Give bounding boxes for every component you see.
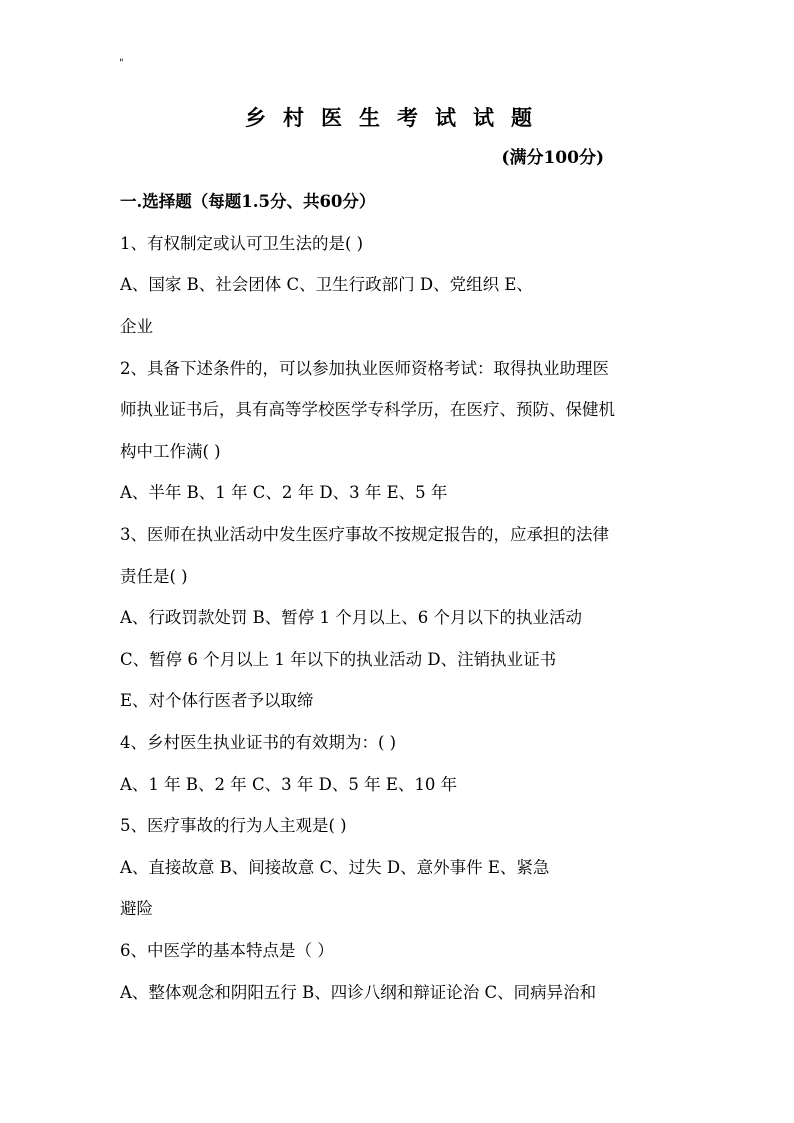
question-line: 1、有权制定或认可卫生法的是( ) — [120, 234, 364, 253]
option-line: 企业 — [120, 317, 153, 336]
option-line: A、1 年 B、2 年 C、3 年 D、5 年 E、10 年 — [120, 775, 458, 794]
question-line: 责任是( ) — [120, 567, 188, 586]
total-score: (满分100分) — [501, 148, 604, 168]
question-line: 5、医疗事故的行为人主观是( ) — [120, 816, 347, 835]
option-line: A、直接故意 B、间接故意 C、过失 D、意外事件 E、紧急 — [120, 858, 550, 877]
question-line: 2、具备下述条件的，可以参加执业医师资格考试：取得执业助理医 — [120, 359, 609, 378]
question-line: 4、乡村医生执业证书的有效期为：( ) — [120, 733, 397, 752]
header-mark: " — [119, 58, 124, 69]
question-line: 师执业证书后，具有高等学校医学专科学历，在医疗、预防、保健机 — [120, 400, 615, 419]
option-line: A、国家 B、社会团体 C、卫生行政部门 D、党组织 E、 — [120, 275, 533, 294]
option-line: E、对个体行医者予以取缔 — [120, 691, 314, 710]
question-line: 构中工作满( ) — [120, 442, 221, 461]
section-heading: 一.选择题（每题1.5分、共60分） — [120, 192, 376, 211]
question-line: 6、中医学的基本特点是（ ） — [120, 941, 334, 960]
option-line: 避险 — [120, 899, 153, 918]
question-line: 3、医师在执业活动中发生医疗事故不按规定报告的，应承担的法律 — [120, 525, 609, 544]
option-line: A、整体观念和阴阳五行 B、四诊八纲和辩证论治 C、同病异治和 — [120, 983, 597, 1002]
option-line: A、行政罚款处罚 B、暂停 1 个月以上、6 个月以下的执业活动 — [120, 608, 583, 627]
option-line: C、暂停 6 个月以上 1 年以下的执业活动 D、注销执业证书 — [120, 650, 557, 669]
option-line: A、半年 B、1 年 C、2 年 D、3 年 E、5 年 — [120, 483, 448, 502]
exam-title: 乡村医生考试试题 — [245, 105, 549, 130]
